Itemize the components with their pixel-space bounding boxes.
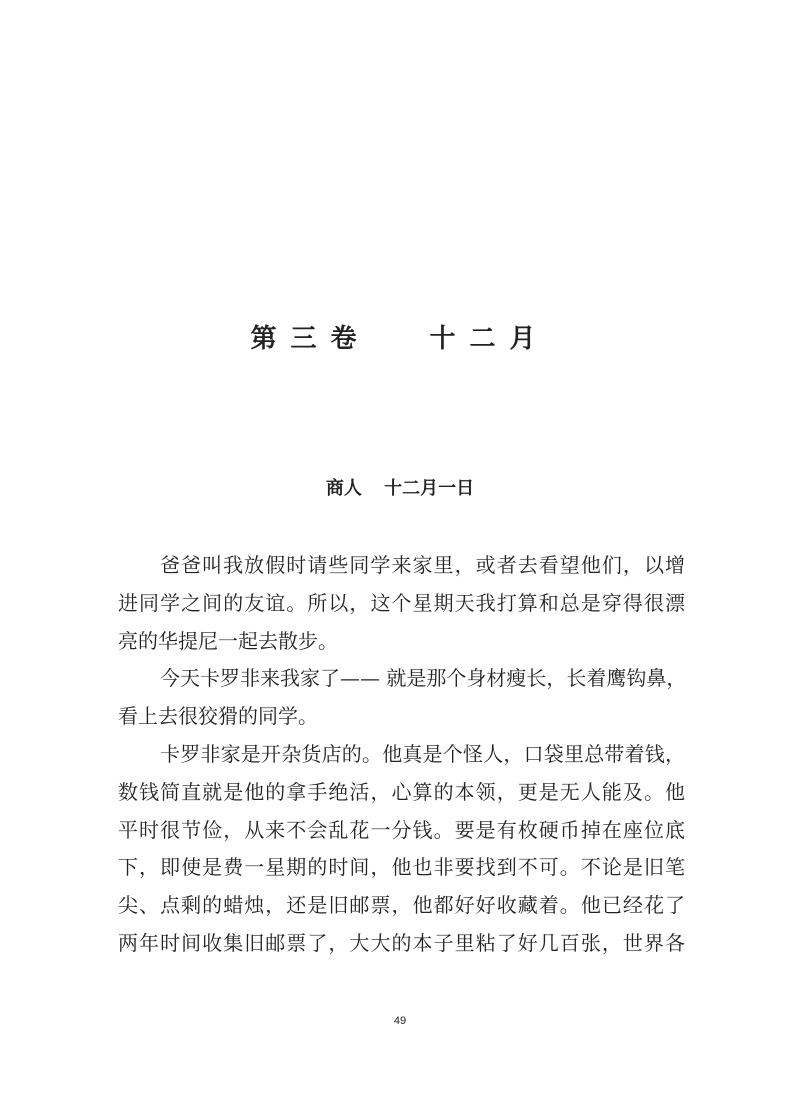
volume-title — [0, 318, 800, 355]
chapter-title: 商人 — [325, 478, 362, 499]
page-number: 49 — [393, 1015, 407, 1027]
chapter-date: 十二月一日 — [384, 478, 475, 499]
text-line: 下，即使是费一星期的时间，他也非要找到不可。不论是旧笔 — [118, 855, 685, 880]
volume-part: 第三卷 — [250, 324, 371, 354]
body-text — [118, 547, 685, 963]
text-line: 看上去很狡猾的同学。 — [118, 704, 318, 729]
text-line: 今天卡罗非来我家了—— 就是那个身材瘦长，长着鹰钩鼻， — [160, 666, 687, 691]
volume-month: 十二月 — [429, 324, 550, 354]
text-line: 平时很节俭，从来不会乱花一分钱。要是有枚硬币掉在座位底 — [118, 817, 685, 842]
text-line: 卡罗非家是开杂货店的。他真是个怪人，口袋里总带着钱， — [160, 741, 685, 766]
text-line: 爸爸叫我放假时请些同学来家里，或者去看望他们，以增 — [160, 553, 685, 577]
text-line: 尖、点剩的蜡烛，还是旧邮票，他都好好收藏着。他已经花了 — [118, 893, 685, 918]
text-line: 进同学之间的友谊。所以，这个星期天我打算和总是穿得很漂 — [118, 590, 685, 615]
text-line: 数钱简直就是他的拿手绝活，心算的本领，更是无人能及。他 — [118, 779, 685, 804]
text-line: 亮的华提尼一起去散步。 — [118, 628, 338, 653]
text-line: 两年时间收集旧邮票了，大大的本子里粘了好几百张，世界各 — [118, 930, 685, 955]
chapter-heading — [0, 474, 800, 500]
